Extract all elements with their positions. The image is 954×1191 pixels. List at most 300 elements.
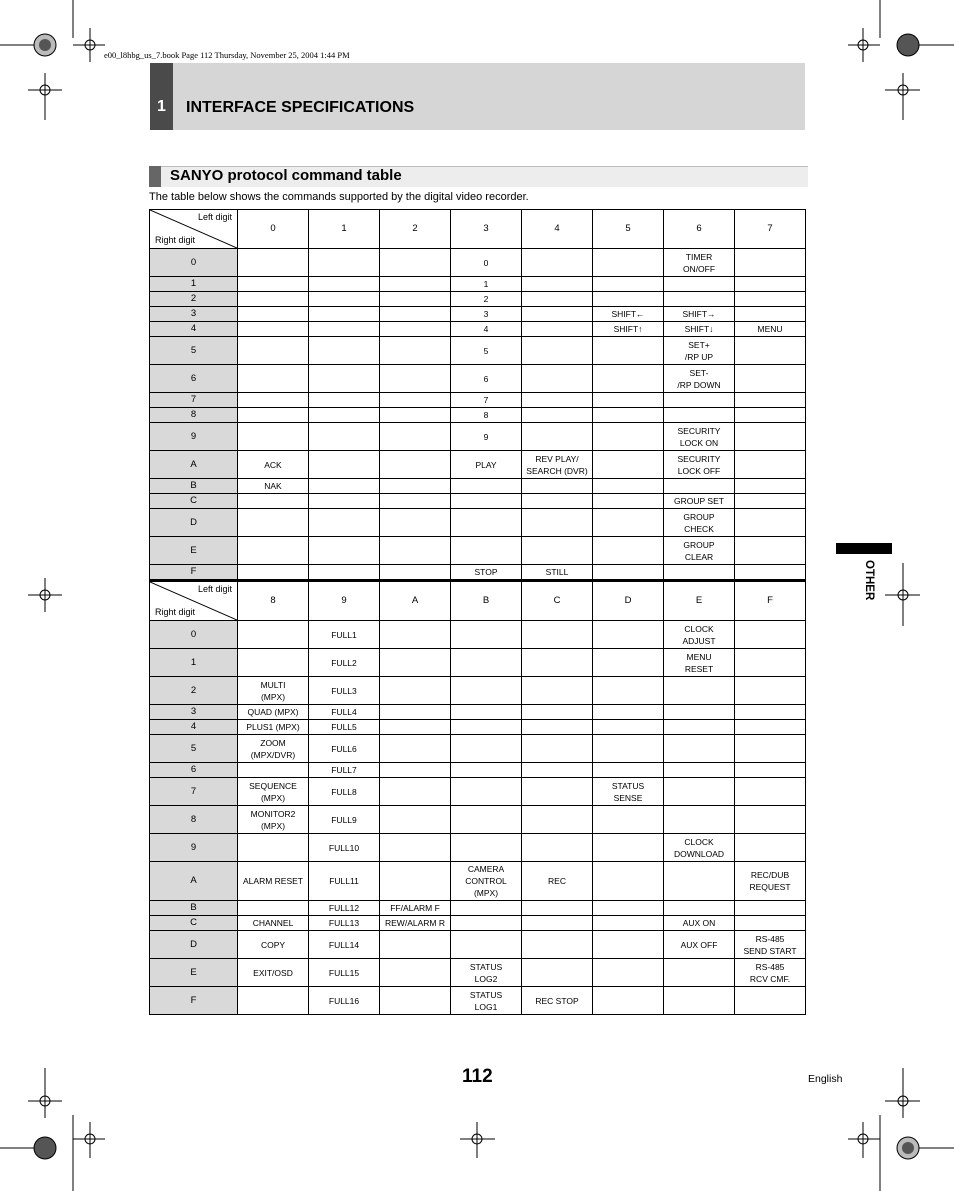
table-row — [150, 307, 806, 322]
command-cell-text: FULL3 — [331, 685, 357, 696]
command-cell-text: SHIFT↑ — [613, 324, 643, 334]
command-cell-text: ALARM RESET — [243, 876, 303, 886]
command-cell — [380, 778, 451, 806]
command-cell — [522, 705, 593, 720]
command-cell — [451, 292, 522, 307]
command-cell-text: EXIT/OSD — [253, 967, 293, 978]
row-header: 3 — [150, 705, 238, 720]
command-cell — [309, 916, 380, 931]
column-header: 6 — [664, 210, 735, 249]
command-cell — [735, 292, 806, 307]
command-cell — [735, 479, 806, 494]
command-cell — [238, 322, 309, 337]
command-cell — [664, 494, 735, 509]
command-cell — [735, 916, 806, 931]
command-cell-text: FULL9 — [331, 814, 357, 825]
command-cell — [735, 862, 806, 901]
side-tab-bar — [836, 543, 892, 554]
row-header: C — [150, 916, 238, 931]
command-cell — [664, 537, 735, 565]
command-cell — [238, 277, 309, 292]
command-cell-text: FF/ALARM F — [390, 903, 440, 913]
command-cell — [309, 451, 380, 479]
command-cell — [664, 763, 735, 778]
command-cell — [238, 916, 309, 931]
command-cell — [451, 621, 522, 649]
table-row — [150, 423, 806, 451]
table-row — [150, 931, 806, 959]
row-header: 7 — [150, 778, 238, 806]
command-cell — [522, 277, 593, 292]
command-cell — [238, 393, 309, 408]
command-cell — [664, 393, 735, 408]
command-cell — [522, 621, 593, 649]
command-cell-text: AUX ON — [682, 918, 716, 928]
command-cell-text: 0 — [483, 257, 489, 268]
command-cell — [664, 451, 735, 479]
command-cell-text: NAK — [264, 481, 282, 491]
command-cell-text: STATUS SENSE — [611, 780, 645, 803]
command-cell — [380, 763, 451, 778]
command-cell-text: STATUS LOG2 — [469, 961, 503, 984]
command-cell — [451, 365, 522, 393]
command-cell-text: FULL5 — [331, 722, 357, 732]
row-header: B — [150, 479, 238, 494]
command-cell — [522, 720, 593, 735]
corner-right-digit-label: Right digit — [155, 607, 196, 617]
command-cell — [593, 931, 664, 959]
column-header: 1 — [309, 210, 380, 249]
command-cell — [735, 494, 806, 509]
chapter-number: 1 — [150, 63, 173, 130]
command-cell — [238, 365, 309, 393]
command-cell-text: RS-485 SEND START — [743, 933, 797, 956]
command-cell — [309, 705, 380, 720]
header-row — [150, 581, 806, 621]
command-cell — [309, 901, 380, 916]
command-cell — [664, 806, 735, 834]
table-row — [150, 408, 806, 423]
table-row — [150, 778, 806, 806]
command-cell — [309, 735, 380, 763]
command-cell — [451, 901, 522, 916]
command-cell — [664, 959, 735, 987]
command-cell — [664, 735, 735, 763]
command-cell — [451, 393, 522, 408]
command-cell — [593, 763, 664, 778]
command-cell — [309, 565, 380, 580]
row-header: 0 — [150, 249, 238, 277]
command-cell — [238, 705, 309, 720]
command-cell — [238, 565, 309, 580]
command-cell — [238, 509, 309, 537]
command-cell-text: FULL10 — [328, 842, 360, 853]
command-cell — [309, 365, 380, 393]
command-cell — [735, 649, 806, 677]
command-cell — [664, 277, 735, 292]
command-cell — [380, 408, 451, 423]
command-cell-text: FULL7 — [331, 765, 357, 775]
command-cell — [593, 337, 664, 365]
command-cell — [309, 337, 380, 365]
command-cell — [451, 322, 522, 337]
command-table-0-7 — [149, 209, 806, 580]
table-row — [150, 479, 806, 494]
command-cell — [593, 365, 664, 393]
command-cell-text: MENU RESET — [684, 651, 714, 674]
command-cell — [309, 249, 380, 277]
side-tab-label: OTHER — [863, 560, 875, 601]
command-cell — [309, 494, 380, 509]
command-cell — [309, 959, 380, 987]
command-cell — [664, 322, 735, 337]
command-cell — [309, 649, 380, 677]
command-cell — [380, 987, 451, 1015]
command-cell — [664, 931, 735, 959]
page-language: English — [808, 1073, 843, 1085]
command-cell — [309, 537, 380, 565]
command-cell — [735, 451, 806, 479]
command-cell — [238, 720, 309, 735]
command-cell-text: COPY — [260, 939, 286, 950]
command-cell — [735, 806, 806, 834]
row-header: C — [150, 494, 238, 509]
row-header: 0 — [150, 621, 238, 649]
section-title: SANYO protocol command table — [170, 167, 402, 184]
row-header: E — [150, 537, 238, 565]
chapter-title: INTERFACE SPECIFICATIONS — [186, 99, 415, 116]
command-cell — [309, 479, 380, 494]
command-cell — [735, 509, 806, 537]
command-cell-text: STILL — [545, 567, 569, 577]
command-cell — [451, 423, 522, 451]
command-cell — [735, 834, 806, 862]
command-cell-text: TIMER ON/OFF — [682, 251, 716, 274]
command-cell — [309, 778, 380, 806]
command-cell — [593, 901, 664, 916]
command-cell — [593, 423, 664, 451]
column-header: 5 — [593, 210, 664, 249]
column-header: 4 — [522, 210, 593, 249]
command-cell — [735, 959, 806, 987]
command-cell — [593, 621, 664, 649]
command-cell — [238, 649, 309, 677]
command-cell-text: SHIFT→ — [682, 309, 716, 319]
command-cell — [380, 537, 451, 565]
command-cell — [664, 337, 735, 365]
command-cell — [309, 423, 380, 451]
command-cell — [735, 931, 806, 959]
table-row — [150, 537, 806, 565]
command-cell-text: SET+ /RP UP — [684, 339, 714, 362]
row-header: 2 — [150, 677, 238, 705]
command-cell — [238, 249, 309, 277]
command-cell — [380, 307, 451, 322]
table-row — [150, 987, 806, 1015]
command-cell — [522, 365, 593, 393]
table-row — [150, 322, 806, 337]
command-cell — [380, 479, 451, 494]
command-cell — [522, 931, 593, 959]
command-cell — [522, 479, 593, 494]
command-cell-text: FULL8 — [331, 786, 357, 797]
table-row — [150, 862, 806, 901]
command-cell — [593, 451, 664, 479]
command-cell — [735, 408, 806, 423]
command-cell — [380, 916, 451, 931]
command-cell — [238, 862, 309, 901]
command-cell — [451, 735, 522, 763]
command-cell — [238, 307, 309, 322]
command-cell — [380, 249, 451, 277]
column-header: D — [593, 581, 664, 621]
command-cell — [309, 834, 380, 862]
command-cell — [735, 277, 806, 292]
command-cell — [451, 509, 522, 537]
command-cell — [522, 451, 593, 479]
command-cell — [309, 277, 380, 292]
table-row — [150, 720, 806, 735]
table-row — [150, 249, 806, 277]
column-header: 0 — [238, 210, 309, 249]
table-row — [150, 365, 806, 393]
command-cell — [309, 931, 380, 959]
command-cell — [238, 479, 309, 494]
corner-left-digit-label: Left digit — [197, 584, 232, 594]
command-cell — [735, 901, 806, 916]
column-header: B — [451, 581, 522, 621]
command-cell — [380, 621, 451, 649]
command-cell — [522, 959, 593, 987]
command-cell — [593, 862, 664, 901]
command-cell — [522, 408, 593, 423]
command-cell — [522, 337, 593, 365]
command-cell — [380, 959, 451, 987]
command-cell — [593, 292, 664, 307]
command-cell — [593, 249, 664, 277]
command-cell — [238, 834, 309, 862]
row-header: 9 — [150, 834, 238, 862]
command-cell — [451, 451, 522, 479]
command-cell — [309, 307, 380, 322]
command-cell-text: REC — [548, 876, 566, 886]
command-cell — [309, 862, 380, 901]
command-cell — [309, 621, 380, 649]
command-cell — [593, 509, 664, 537]
command-cell — [238, 959, 309, 987]
command-cell — [664, 479, 735, 494]
command-cell — [664, 509, 735, 537]
command-cell — [238, 408, 309, 423]
column-header: F — [735, 581, 806, 621]
table-row — [150, 806, 806, 834]
command-cell — [664, 778, 735, 806]
command-cell — [664, 916, 735, 931]
row-header: A — [150, 862, 238, 901]
row-header: F — [150, 565, 238, 580]
row-header: 5 — [150, 735, 238, 763]
command-cell — [593, 649, 664, 677]
command-cell-text: FULL11 — [329, 876, 359, 886]
command-cell-text: 1 — [483, 279, 489, 289]
command-cell-text: ACK — [264, 459, 282, 470]
command-cell — [380, 677, 451, 705]
command-cell — [664, 307, 735, 322]
command-cell — [380, 509, 451, 537]
command-cell-text: PLAY — [475, 459, 497, 470]
command-cell — [380, 834, 451, 862]
command-cell — [451, 987, 522, 1015]
command-cell-text: SHIFT↓ — [684, 324, 714, 334]
command-cell-text: FULL15 — [328, 967, 360, 978]
command-cell — [309, 322, 380, 337]
command-cell-text: 7 — [483, 395, 489, 405]
command-cell — [451, 705, 522, 720]
table-row — [150, 509, 806, 537]
table-row — [150, 621, 806, 649]
table-row — [150, 959, 806, 987]
command-cell — [593, 959, 664, 987]
command-cell — [451, 408, 522, 423]
command-cell — [451, 307, 522, 322]
command-cell — [309, 408, 380, 423]
command-cell — [451, 959, 522, 987]
command-cell-text: 2 — [483, 294, 489, 304]
command-cell — [522, 423, 593, 451]
column-header: 7 — [735, 210, 806, 249]
command-cell — [593, 277, 664, 292]
command-cell — [238, 806, 309, 834]
command-cell — [380, 337, 451, 365]
command-cell — [593, 834, 664, 862]
command-cell — [664, 862, 735, 901]
command-cell — [593, 494, 664, 509]
command-cell — [522, 537, 593, 565]
command-cell — [664, 987, 735, 1015]
corner-cell — [150, 581, 238, 621]
page-number: 112 — [462, 1066, 493, 1087]
command-cell — [522, 834, 593, 862]
intro-text: The table below shows the commands supported by the digital video recorder. — [149, 191, 529, 203]
row-header: A — [150, 451, 238, 479]
row-header: 5 — [150, 337, 238, 365]
command-cell — [735, 249, 806, 277]
command-cell-text: FULL1 — [331, 629, 357, 640]
command-cell-text: CLOCK ADJUST — [682, 623, 716, 646]
command-cell — [522, 735, 593, 763]
command-cell — [593, 677, 664, 705]
command-cell — [309, 763, 380, 778]
command-cell — [593, 565, 664, 580]
command-cell-text: QUAD (MPX) — [247, 707, 299, 717]
command-cell — [735, 677, 806, 705]
header-row — [150, 210, 806, 249]
command-cell — [309, 677, 380, 705]
command-cell — [522, 916, 593, 931]
command-cell — [735, 393, 806, 408]
command-cell-text: CLOCK DOWNLOAD — [673, 836, 725, 859]
row-header: 1 — [150, 649, 238, 677]
command-cell — [522, 292, 593, 307]
command-cell — [238, 931, 309, 959]
command-cell — [735, 735, 806, 763]
chapter-header-band — [150, 63, 805, 130]
command-cell — [593, 735, 664, 763]
command-cell-text: AUX OFF — [680, 939, 718, 950]
row-header: 9 — [150, 423, 238, 451]
command-cell — [593, 537, 664, 565]
command-cell — [664, 408, 735, 423]
command-cell — [735, 621, 806, 649]
command-cell-text: MONITOR2 (MPX) — [250, 808, 296, 831]
row-header: 8 — [150, 806, 238, 834]
table-row — [150, 705, 806, 720]
command-cell — [451, 565, 522, 580]
command-cell — [522, 249, 593, 277]
section-marker — [149, 166, 161, 187]
command-cell-text: 8 — [483, 410, 489, 420]
command-cell-text: FULL12 — [328, 903, 360, 913]
command-cell-text: PLUS1 (MPX) — [246, 722, 300, 732]
command-cell-text: MENU — [757, 324, 783, 334]
command-cell — [451, 720, 522, 735]
command-cell — [593, 778, 664, 806]
command-cell — [522, 307, 593, 322]
command-cell — [451, 277, 522, 292]
table-row — [150, 277, 806, 292]
command-cell — [238, 735, 309, 763]
command-cell — [522, 778, 593, 806]
command-cell — [238, 494, 309, 509]
table-row — [150, 292, 806, 307]
column-header: 9 — [309, 581, 380, 621]
command-cell — [593, 720, 664, 735]
command-cell — [522, 677, 593, 705]
command-cell — [664, 249, 735, 277]
command-cell-text: 4 — [483, 324, 489, 334]
command-cell-text: GROUP CHECK — [683, 511, 715, 534]
command-cell — [380, 720, 451, 735]
command-cell — [238, 423, 309, 451]
corner-right-digit-label: Right digit — [155, 235, 196, 245]
command-cell-text: 3 — [483, 309, 489, 319]
command-cell-text: SECURITY LOCK ON — [677, 425, 721, 448]
command-cell — [451, 778, 522, 806]
command-cell-text: RS-485 RCV CMF. — [749, 961, 791, 984]
command-cell-text: ZOOM (MPX/DVR) — [250, 737, 296, 760]
command-cell-text: MULTI (MPX) — [260, 679, 286, 702]
command-cell — [451, 494, 522, 509]
command-cell — [380, 277, 451, 292]
command-cell — [238, 537, 309, 565]
command-cell — [309, 292, 380, 307]
command-cell — [522, 393, 593, 408]
command-cell — [380, 451, 451, 479]
table-row — [150, 901, 806, 916]
command-cell-text: FULL4 — [331, 707, 357, 717]
command-cell — [380, 806, 451, 834]
command-cell — [380, 423, 451, 451]
table-row — [150, 677, 806, 705]
command-cell — [451, 931, 522, 959]
command-cell — [735, 537, 806, 565]
column-header: 3 — [451, 210, 522, 249]
command-cell — [238, 763, 309, 778]
command-cell — [664, 423, 735, 451]
command-cell — [380, 735, 451, 763]
column-header: 8 — [238, 581, 309, 621]
row-header: 7 — [150, 393, 238, 408]
